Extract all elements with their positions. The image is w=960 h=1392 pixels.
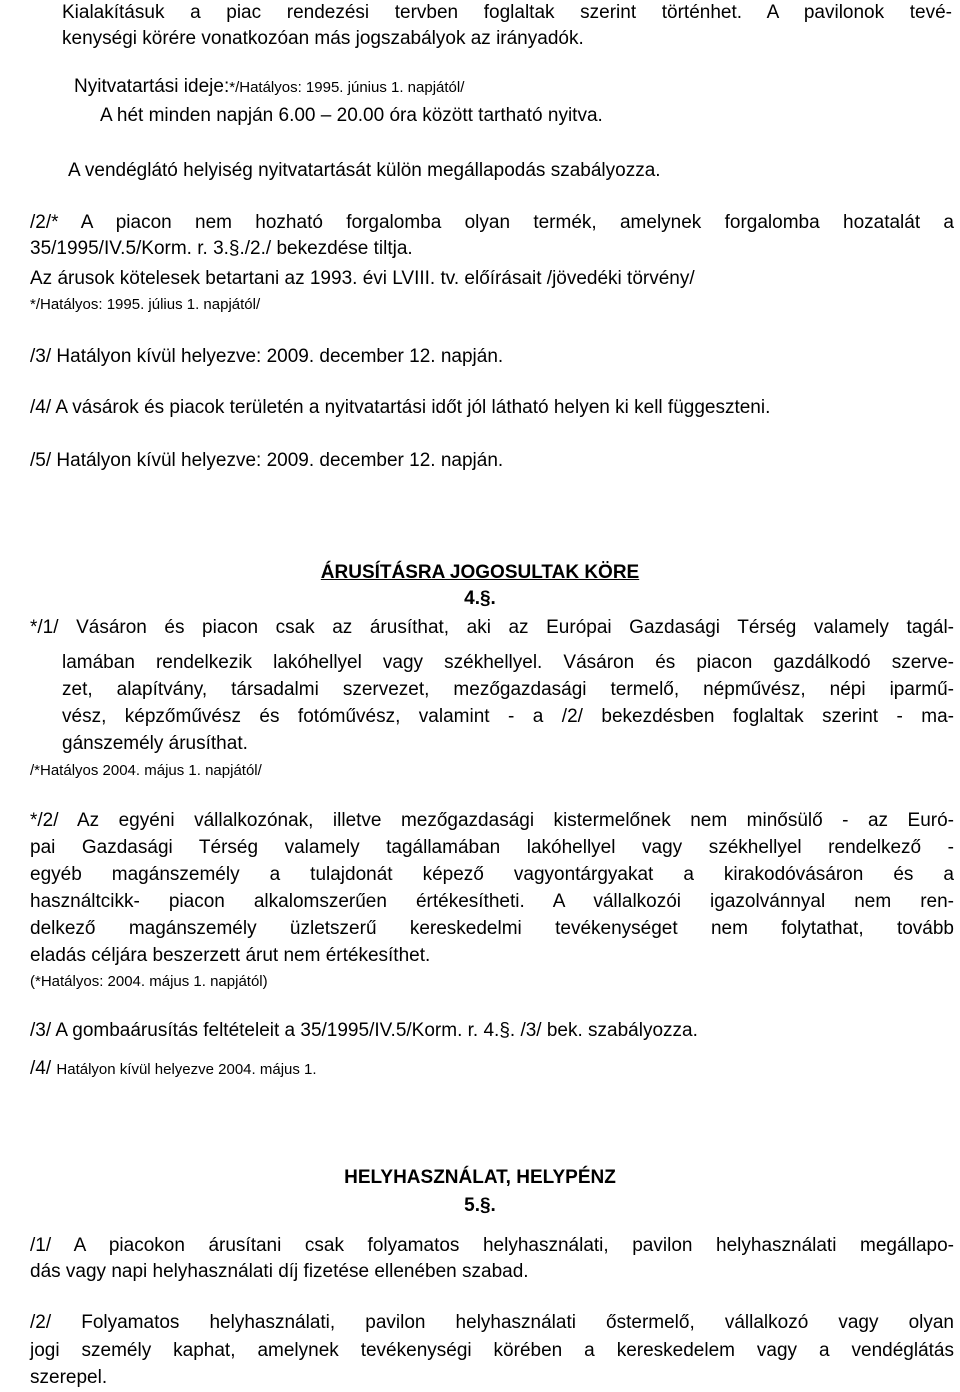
- section-4-s2-note: (*Hatályos: 2004. május 1. napjától): [30, 973, 268, 990]
- opening-hours-text: A hét minden napján 6.00 – 20.00 óra között tartható nyitva.: [100, 105, 603, 126]
- section-4-s2-line-2: pai Gazdasági Térség valamely tagállamában lakóhellyel vagy székhellyel rendelkező -: [30, 837, 954, 858]
- section-4-s2-line-1: */2/ Az egyéni vállalkozónak, illetve mezőgazdasági kistermelőnek nem minősülő - az Euró-: [30, 810, 954, 831]
- section-5-s2-line-2: jogi személy kaphat, amelynek tevékenységi körében a kereskedelem vagy a vendéglátás: [30, 1340, 954, 1361]
- section-4-s2-line-3: egyéb magánszemély a tulajdonát képező vagyontárgyakat a kirakodóvásáron és a: [30, 864, 954, 885]
- paragraph-2-line-2: 35/1995/IV.5/Korm. r. 3.§./2./ bekezdése tiltja.: [30, 238, 413, 259]
- paragraph-3: /3/ Hatályon kívül helyezve: 2009. december 12. napján.: [30, 346, 504, 367]
- section-4-s1-line-4: vész, képzőművész és fotóművész, valamint - a /2/ bekezdésben foglaltak szerint - ma-: [62, 706, 954, 727]
- section-4-s4-number: /4/: [30, 1058, 52, 1079]
- section-4-s2-line-4: használtcikk- piacon alkalomszerűen értékesítheti. A vállalkozói igazolvánnyal nem ren-: [30, 891, 954, 912]
- opening-label: Nyitvatartási ideje:: [74, 76, 230, 97]
- section-4-s2-line-5: delkező magánszemély üzletszerű kereskedelmi tevékenységet nem folytathat, tovább: [30, 918, 954, 939]
- paragraph-2-line-3: Az árusok kötelesek betartani az 1993. évi LVIII. tv. előírásait /jövedéki törvény/: [30, 268, 695, 289]
- paragraph-2-note: */Hatályos: 1995. július 1. napjától/: [30, 296, 261, 313]
- section-4-s4-text: Hatályon kívül helyezve 2004. május 1.: [56, 1061, 317, 1078]
- section-4-title: ÁRUSÍTÁSRA JOGOSULTAK KÖRE: [320, 562, 640, 583]
- section-4-s1-line-2: lamában rendelkezik lakóhellyel vagy székhellyel. Vásáron és piacon gazdálkodó szerve-: [62, 652, 954, 673]
- paragraph-4: /4/ A vásárok és piacok területén a nyitvatartási időt jól látható helyen ki kell függeszteni.: [30, 397, 771, 418]
- section-5-s2-line-3: szerepel.: [30, 1367, 108, 1388]
- intro-line-2: kenységi körére vonatkozóan más jogszabályok az irányadók.: [62, 28, 584, 49]
- section-4-s1-line-1: */1/ Vásáron és piacon csak az árusíthat, aki az Európai Gazdasági Térség valamely tagál-: [30, 617, 954, 638]
- section-5-number: 5.§.: [464, 1195, 496, 1216]
- section-4-s1-note: /*Hatályos 2004. május 1. napjától/: [30, 762, 262, 779]
- paragraph-5: /5/ Hatályon kívül helyezve: 2009. december 12. napján.: [30, 450, 504, 471]
- opening-agreement-text: A vendéglátó helyiség nyitvatartását külön megállapodás szabályozza.: [68, 160, 661, 181]
- opening-hours-heading: [74, 74, 464, 101]
- section-5-s1-line-1: /1/ A piacokon árusítani csak folyamatos helyhasználati, pavilon helyhasználati megállapo-: [30, 1235, 954, 1256]
- section-4-number: 4.§.: [464, 588, 496, 609]
- section-4-s3: /3/ A gombaárusítás feltételeit a 35/1995/IV.5/Korm. r. 4.§. /3/ bek. szabályozza.: [30, 1020, 698, 1041]
- section-4-s2-line-6: eladás céljára beszerzett árut nem értékesíthet.: [30, 945, 431, 966]
- section-5-title: HELYHASZNÁLAT, HELYPÉNZ: [344, 1167, 616, 1188]
- section-5-s1-line-2: dás vagy napi helyhasználati díj fizetése ellenében szabad.: [30, 1261, 529, 1282]
- opening-label-note: */Hatályos: 1995. június 1. napjától/: [229, 79, 465, 96]
- paragraph-2-line-1: /2/* A piacon nem hozható forgalomba olyan termék, amelynek forgalomba hozatalát a: [30, 212, 954, 233]
- section-4-s1-line-3: zet, alapítvány, társadalmi szervezet, mezőgazdasági termelő, népművész, népi iparmű-: [62, 679, 954, 700]
- intro-line-1: Kialakításuk a piac rendezési tervben foglaltak szerint történhet. A pavilonok tevé-: [62, 2, 952, 23]
- section-5-s2-line-1: /2/ Folyamatos helyhasználati, pavilon helyhasználati őstermelő, vállalkozó vagy olyan: [30, 1312, 954, 1333]
- section-4-s1-line-5: gánszemély árusíthat.: [62, 733, 248, 754]
- section-4-s4: [30, 1056, 317, 1083]
